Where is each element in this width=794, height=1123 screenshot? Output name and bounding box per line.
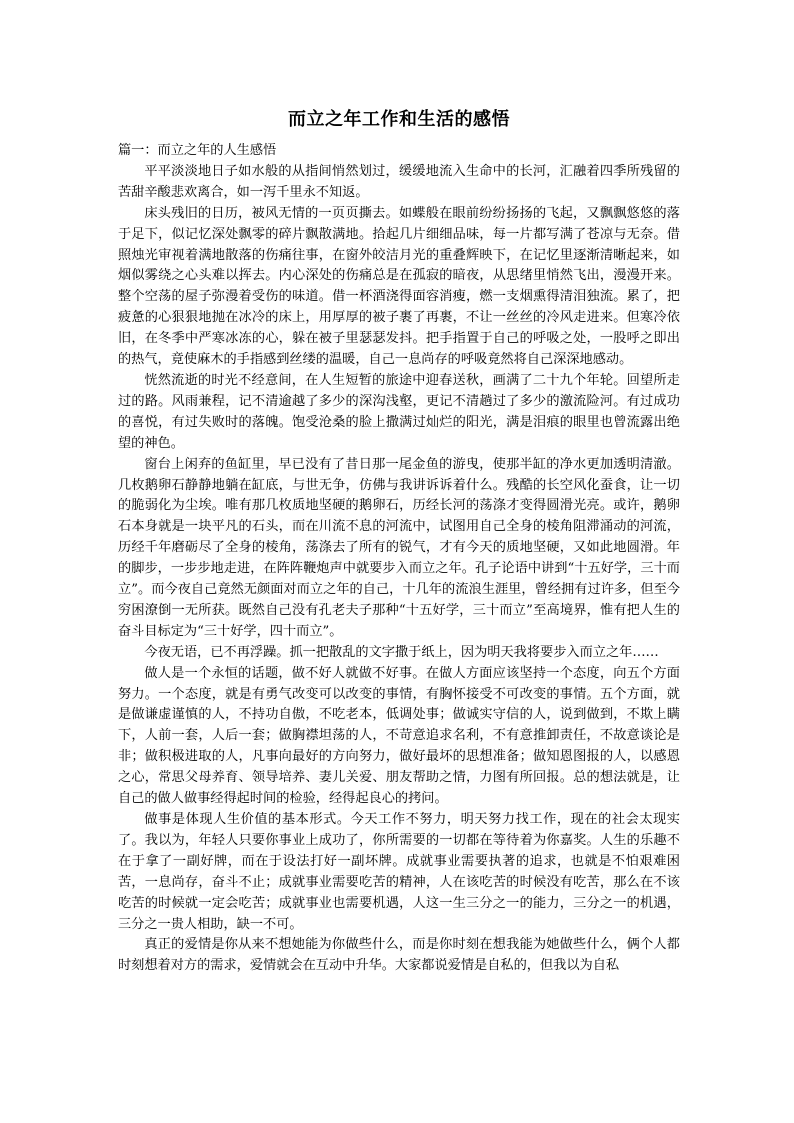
body-paragraph: 做事是体现人生价值的基本形式。今天工作不努力，明天努力找工作，现在的社会太现实了。我以为，年轻人只要你事业上成功了，你所需要的一切都在等待着为你嘉奖。人生的乐趣不在于拿了一副好牌，而在于设法打好一副坏牌。成就事业需要执著的追求，也就是不怕艰难困苦，一息尚存，奋斗不止；成就事业需要吃苦的精神，人在该吃苦的时候没有吃苦，那么在不该吃苦的时候就一定会吃苦；成就事业也需要机遇，人这一生三分之一的能力，三分之一的机遇，三分之一贵人相助，缺一不可。	[118, 812, 680, 932]
document-body	[118, 141, 680, 977]
body-paragraph: 做人是一个永恒的话题，做不好人就做不好事。在做人方面应该坚持一个态度，向五个方面努力。一个态度，就是有勇气改变可以改变的事情，有胸怀接受不可改变的事情。五个方面，就是做谦虚谨慎的人，不持功自傲，不吃老本，低调处事；做诚实守信的人，说到做到，不欺上瞒下，人前一套，人后一套；做胸襟坦荡的人，不苛意追求名利，不有意推卸责任，不故意谈论是非；做积极进取的人，凡事向最好的方向努力，做好最坏的思想准备；做知恩图报的人，以感恩之心，常思父母养育、领导培养、妻儿关爱、朋友帮助之情，力图有所回报。总的想法就是，让自己的做人做事经得起时间的检验，经得起良心的拷问。	[118, 665, 680, 807]
body-paragraph: 恍然流逝的时光不经意间，在人生短暂的旅途中迎春送秋，画满了二十九个年轮。回望所走过的路。风雨兼程，记不清逾越了多少的深沟浅壑，更记不清趟过了多少的激流险河。有过成功的喜悦，有过失败时的落魄。饱受沧桑的脸上撒满过灿烂的阳光，满是泪痕的眼里也曾流露出绝望的神色。	[118, 372, 680, 451]
body-paragraph: 今夜无语，已不再浮躁。抓一把散乱的文字撒于纸上，因为明天我将要步入而立之年……	[144, 644, 659, 660]
document-page	[118, 0, 680, 1123]
body-paragraph: 窗台上闲弃的鱼缸里，早已没有了昔日那一尾金鱼的游曳，使那半缸的净水更加透明清澈。几枚鹅卵石静静地躺在缸底，与世无争，仿佛与我讲诉诉着什么。残酷的长空风化蚕食，让一切的脆弱化为尘埃。唯有那几枚质地坚硬的鹅卵石，历经长河的荡涤才变得圆滑光亮。或许，鹅卵石本身就是一块平凡的石头，而在川流不息的河流中，试图用自己全身的棱角阻滞涌动的河流，历经千年磨砺尽了全身的棱角，荡涤去了所有的锐气，才有今天的质地坚硬，又如此地圆滑。年的脚步，一步步地走进，在阵阵鞭炮声中就要步入而立之年。孔子论语中讲到“十五好学，三十而立”。而今夜自己竟然无颜面对而立之年的自己，十几年的流浪生涯里，曾经拥有过许多，但至今穷困潦倒一无所获。既然自己没有孔老夫子那种“十五好学，三十而立”至高境界，惟有把人生的奋斗目标定为“三十好学，四十而立”。	[118, 456, 680, 639]
section-heading: 篇一：而立之年的人生感悟	[118, 143, 277, 158]
body-paragraph: 平平淡淡地日子如水般的从指间悄然划过，缓缓地流入生命中的长河，汇融着四季所残留的苦甜辛酸悲欢离合，如一泻千里永不知返。	[118, 163, 680, 200]
body-paragraph: 真正的爱情是你从来不想她能为你做些什么，而是你时刻在想我能为她做些什么，俩个人都时刻想着对方的需求，爱情就会在互动中升华。大家都说爱情是自私的，但我以为自私	[118, 937, 680, 974]
body-paragraph: 床头残旧的日历，被风无情的一页页撕去。如蝶般在眼前纷纷扬扬的飞起，又飘飘悠悠的落于足下，似记忆深处飘零的碎片飘散满地。拾起几片细细品味，每一片都写满了苍凉与无奈。借照烛光审视着满地散落的伤痛往事，在窗外皎洁月光的重叠辉映下，在记忆里逐渐清晰起来，如烟似雾绕之心头难以挥去。内心深处的伤痛总是在孤寂的暗夜，从思绪里悄然飞出，漫漫开来。整个空荡的屋子弥漫着受伤的味道。借一杯酒浇得面容消瘦，燃一支烟熏得清泪独流。累了，把疲惫的心狠狠地抛在冰冷的床上，用厚厚的被子裹了再裹，不让一丝丝的冷风走进来。但寒冷依旧，在冬季中严寒冰冻的心，躲在被子里瑟瑟发抖。把手指置于自己的呼吸之处，一股呼之即出的热气，竟使麻木的手指感到丝缕的温暖，自己一息尚存的呼吸竟然将自己深深地感动。	[118, 205, 680, 368]
document-title: 而立之年工作和生活的感悟	[288, 109, 510, 130]
